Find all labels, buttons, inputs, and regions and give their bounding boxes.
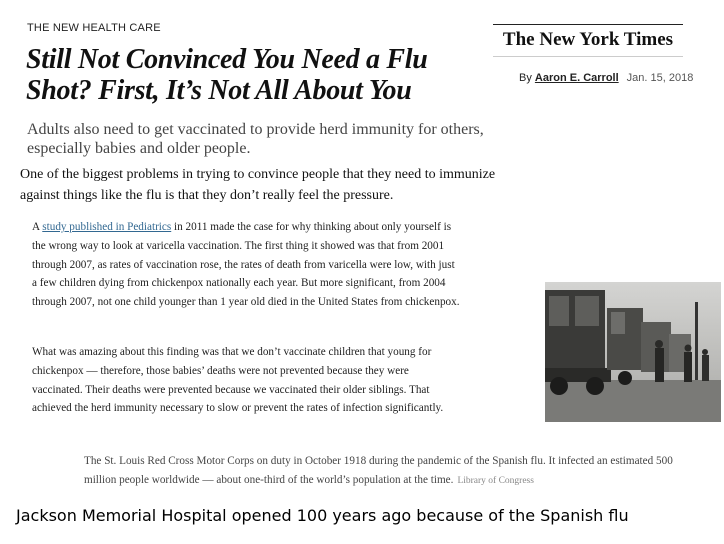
masthead-top-rule xyxy=(493,24,683,25)
photo-caption xyxy=(84,452,684,490)
photo-image xyxy=(545,282,721,422)
paragraph-prefix: A xyxy=(32,221,43,233)
byline-prefix: By xyxy=(519,72,535,84)
intro-paragraph: One of the biggest problems in trying to convince people that they need to immunize against things like the flu is that they don’t really feel the pressure. xyxy=(20,167,496,203)
study-link[interactable]: study published in Pediatrics xyxy=(42,221,172,233)
masthead-bottom-rule xyxy=(493,56,683,57)
section-kicker: THE NEW HEALTH CARE xyxy=(27,22,161,34)
publish-date: Jan. 15, 2018 xyxy=(626,72,694,84)
photo-credit: Library of Congress xyxy=(457,475,534,486)
byline xyxy=(519,72,693,84)
body-paragraph-1 xyxy=(32,218,462,312)
article-summary: Adults also need to get vaccinated to provide herd immunity for others, especially babies and older people. xyxy=(27,121,484,157)
newspaper-logo: The New York Times xyxy=(502,29,674,50)
body-paragraph-2: What was amazing about this finding was that we don’t vaccinate children that young for chickenpox — therefore, those babies’ deaths were not prevented because they were vaccinated. Their deaths were prevented because we vaccinated their older siblings. That achieved the herd immunity necessary to slow or prevent the rates of infection significantly. xyxy=(32,346,444,415)
paragraph-text: in 2011 made the case for why thinking about only yourself is the wrong way to look at varicella vaccination. The first thing it showed was that from 2001 through 2007, as rates of vaccination rose, the rates of death from varicella were low, with just a few children dying from chickenpox nationally each year. But more significant, from 2004 through 2007, not one child younger than 1 year old died in the United States from chickenpox. xyxy=(32,221,460,309)
historical-photo xyxy=(545,282,721,422)
footer-headline: Jackson Memorial Hospital opened 100 years ago because of the Spanish flu xyxy=(16,506,629,525)
caption-text: The St. Louis Red Cross Motor Corps on duty in October 1918 during the pandemic of the Spanish flu. It infected an estimated 500 million people worldwide — about one-third of the world’s population at the time. xyxy=(84,455,673,486)
headline: Still Not Convinced You Need a Flu Shot? First, It’s Not All About You xyxy=(26,44,428,106)
author-link[interactable]: Aaron E. Carroll xyxy=(534,72,619,84)
